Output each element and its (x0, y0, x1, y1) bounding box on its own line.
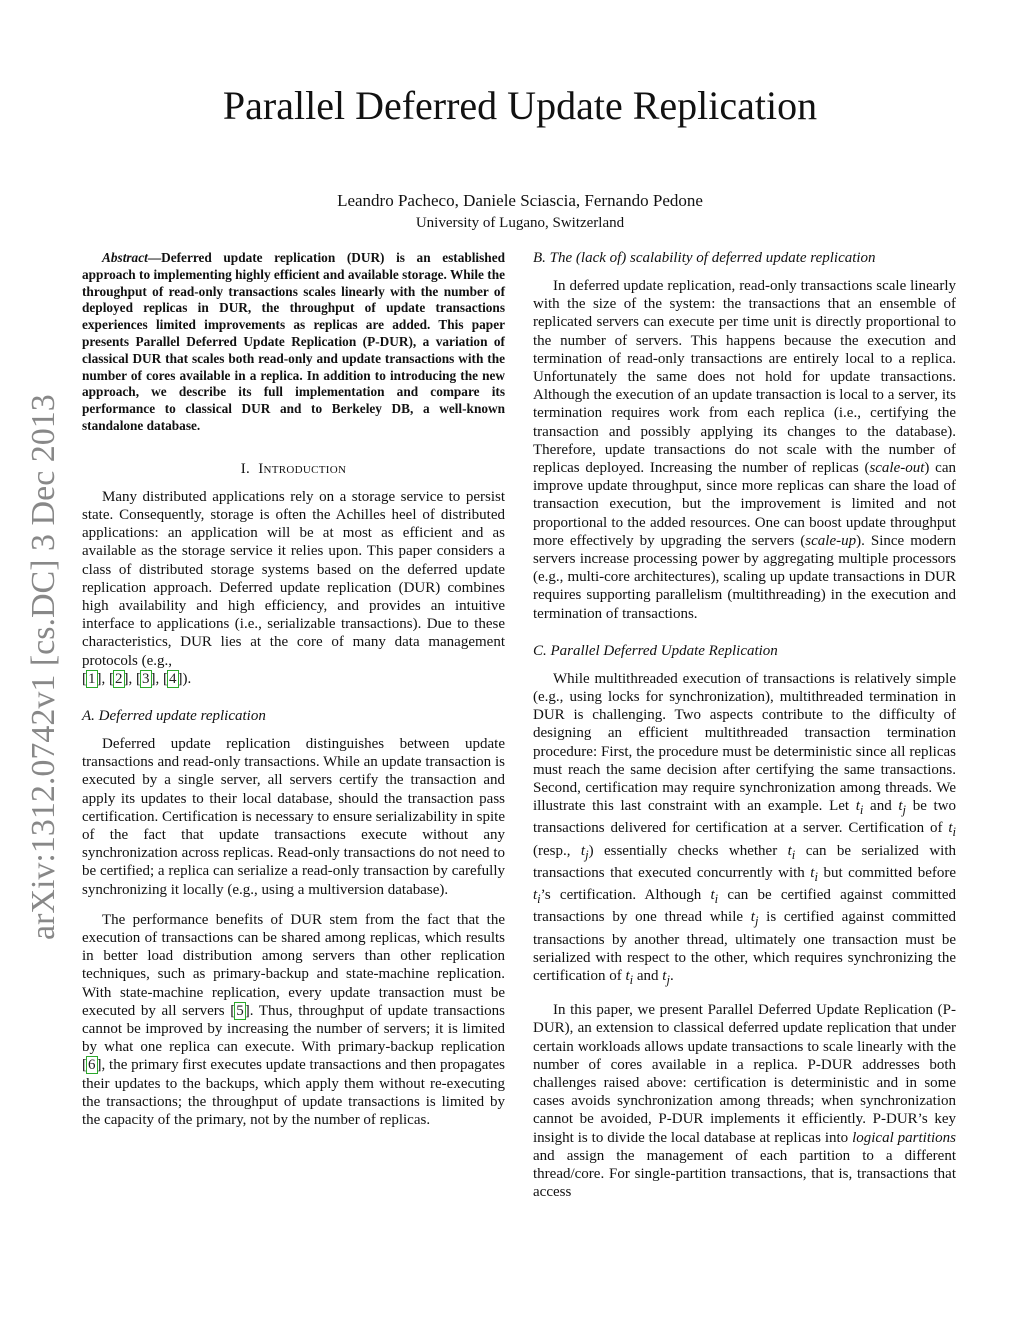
citation-link[interactable]: 4 (169, 670, 177, 687)
intro-text-end: ). (182, 670, 192, 687)
math-ti: $t_i$ (948, 820, 956, 840)
citation-link[interactable]: 3 (142, 670, 150, 687)
section-heading-introduction (82, 461, 505, 478)
affiliation: University of Lugano, Switzerland (415, 215, 625, 231)
citation-link[interactable]: 6 (88, 1057, 96, 1074)
arxiv-identifier: arXiv:1312.0742v1 [cs.DC] 3 Dec 2013 (25, 394, 62, 940)
text-run: but committed before (823, 864, 957, 881)
text-run: ) can improve update throughput, since more replicas can share the load of transaction execution, but the improvement is limited and not proportional to the added resources. One can boost update throughput more effectively by upgrading the servers ( (533, 460, 956, 549)
text-run: can be serialized with transactions that executed concurrently with (533, 842, 957, 881)
intro-text: Many distributed applications rely on a storage service to persist state. Consequently, storage is often the Achilles heel of distributed applications: an application will be at most as efficient and as available as the storage service it relies upon. This paper considers a class of distributed storage systems based on the deferred update replication approach. Deferred update replication (DUR) combines high availability and high efficiency, and provides an intuitive interface to applications (i.e., serializable transactions). Due to these characteristics, DUR lies at the core of many data management protocols (e.g., (82, 488, 505, 669)
sec-a-paragraph-1: Deferred update replication distinguishes between update transactions and read-only transactions. While an update transaction is executed by a single server, all servers certify the transaction and apply its updates to their local database, should the transaction pass certification. Certification is necessary to ensure serializability in spite of the fact that update transactions execute without any synchronization across replicas. Read-only transactions do not need to be certified; a replica can serialize a read-only transaction by carefully synchronizing it locally (e.g., using a multiversion database). (82, 736, 505, 898)
text-run: In deferred update replication, read-only transactions scale linearly with the size of the system: the transactions that an ensemble of replicated servers can execute per time unit is directly proportional to the number of servers. This happens because the execution and termination of read-only transactions are entirely local to a replica. Unfortunately the same does not hold for update transactions. Although the execution of an update transaction is local to a server, its termination requires work from each replica (i.e., certifying the transaction and possibly applying its changes to the database). Therefore, update transactions do not scale with the number of replicas deployed. Increasing the number of replicas ( (533, 278, 956, 477)
emphasis: scale-out (869, 460, 925, 477)
section-numeral: I. (240, 460, 251, 477)
sec-c-paragraph-1 (533, 670, 956, 989)
authors: Leandro Pacheco, Daniele Sciascia, Fernando Pedone (337, 191, 703, 210)
text-run: be two transactions delivered for certification at a server. Certification of (533, 798, 956, 837)
text-run: In this paper, we present Parallel Deferred Update Replication (P-DUR), an extension to classical deferred update replication that under certain workloads allows update transactions to scale linearly with the number of cores available in a replica. P-DUR addresses both challenges raised above: certification is deterministic and in some cases avoids synchronization among threads; when synchronization cannot be avoided, P-DUR implements it efficiently. P-DUR’s key insight is to divide the local database at replicas into (533, 1002, 956, 1146)
text-run: (resp., (533, 842, 571, 859)
subsection-heading-a: A. Deferred update replication (82, 708, 266, 724)
abstract-label: Abstract (102, 250, 148, 265)
intro-paragraph: Many distributed applications rely on a storage service to persist state. Consequently, storage is often the Achilles heel of distributed applications: an application will be at most as efficient and as available as the storage service it relies upon. This paper considers a class of distributed storage systems based on the deferred update replication approach. Deferred update replication (DUR) combines high availability and high efficiency, and provides an intuitive interface to applications (i.e., serializable transactions). Due to these characteristics, DUR lies at the core of many data management protocols (e.g., [1], [2], [3], [4]). (82, 488, 505, 687)
text-run: can be certified against committed transactions by one thread while (533, 887, 957, 926)
left-column (82, 250, 505, 1129)
text-run: The performance benefits of DUR stem from the fact that the execution of transactions can be shared among replicas, which results in better load distribution among servers than other replication techniques, such as primary-backup and state-machine replication. With state-machine replication, every update transaction must be executed by all servers (82, 911, 505, 1019)
section-title: Introduction (258, 460, 347, 477)
emphasis: logical partitions (852, 1129, 956, 1146)
sec-a-paragraph-2: The performance benefits of DUR stem from the fact that the execution of transactions can be shared among replicas, which results in better load distribution among servers than other replication techniques, such as primary-backup and state-machine replication. With state-machine replication, every update transaction must be executed by all servers [5]. Thus, throughput of update transactions cannot be improved by increasing the number of servers; it is limited by what one replica can execute. With primary-backup replication [6], the primary first executes update transactions and then propagates their updates to the backups, which apply them without re-executing the transactions; the throughput of update transactions is limited by the capacity of the primary, not by the number of replicas. (82, 911, 506, 1129)
text-run: and assign the management of each partition to a different thread/core. For single-partition transactions, that is, transactions that access (533, 1147, 956, 1201)
sec-c-paragraph-2 (533, 1001, 956, 1201)
math-ti: $t_i$ (810, 864, 818, 884)
text-run: and (870, 798, 892, 815)
citation-link[interactable]: 2 (115, 670, 123, 687)
math-tj: $t_j$ (898, 798, 907, 818)
text-run: ) essentially checks whether (588, 842, 778, 859)
citation-link[interactable]: 1 (88, 670, 96, 687)
text-run: , the primary first executes update transactions and then propagates their updates to the backups, which apply them without re-executing the transactions; the throughput of update transactions is limited by the capacity of the primary, not by the number of replicas. (82, 1057, 505, 1129)
sec-b-paragraph (533, 277, 956, 623)
math-ti: $t_i$ (855, 798, 864, 818)
math-tj: $t_j$ (580, 842, 589, 862)
text-run: ’s certification. Although (540, 887, 702, 904)
right-column (533, 250, 956, 1201)
abstract (82, 250, 505, 435)
subsection-heading-c: C. Parallel Deferred Update Replication (533, 642, 778, 659)
abstract-text: —Deferred update replication (DUR) is an established approach to implementing highly efficient and available storage. While the throughput of read-only transactions scales linearly with the number of deployed replicas in DUR, the throughput of update transactions experiences limited improvements as replicas are added. This paper presents Parallel Deferred Update Replication (P-DUR), a variation of classical DUR that scales both read-only and update transactions with the number of cores available in a replica. In addition to introducing the new approach, we describe its full implementation and compare its performance to classical DUR and to Berkeley DB, a well-known standalone database. (82, 250, 505, 433)
text-run: ). Since modern servers increase processing power by aggregating multiple processors (e.g., multi-core architectures), scaling up update transactions in DUR requires supporting parallelism (multithreading) in the execution and termination of transactions. (533, 532, 957, 622)
emphasis: scale-up (805, 532, 857, 549)
text-run: . Thus, throughput of update transactions cannot be improved by increasing the number of servers; it is limited by what one replica can execute. With primary-backup replication (82, 1002, 506, 1056)
citation-link[interactable]: 5 (236, 1002, 244, 1019)
math-ti: $t_i$ (533, 887, 541, 907)
math-ti: $t_i$ (625, 967, 634, 987)
subsection-heading-b: B. The (lack of) scalability of deferred update replication (533, 250, 876, 266)
math-tj: $t_j$ (750, 909, 759, 929)
text-run: . (669, 967, 674, 984)
paper-title: Parallel Deferred Update Replication (222, 83, 818, 128)
text-run: While multithreaded execution of transactions is relatively simple (e.g., using locks for synchronization), multithreaded termination in DUR is challenging. Two aspects contribute to the difficulty of designing an efficient multithreaded transaction termination procedure: First, the procedure must be deterministic since all replicas must reach the same decision after certifying the same transactions. Second, certification may require synchronization among threads. We illustrate this last constraint with an example. Let (533, 670, 956, 815)
math-tj: $t_j$ (662, 967, 670, 987)
text-run: and (636, 967, 659, 984)
math-ti: $t_i$ (710, 887, 719, 907)
math-ti: $t_i$ (787, 842, 796, 862)
text-run: is certified against committed transactions by another thread, ultimately one transaction must be serialized with respect to the other, which requires synchronizing the certification of (533, 909, 956, 984)
